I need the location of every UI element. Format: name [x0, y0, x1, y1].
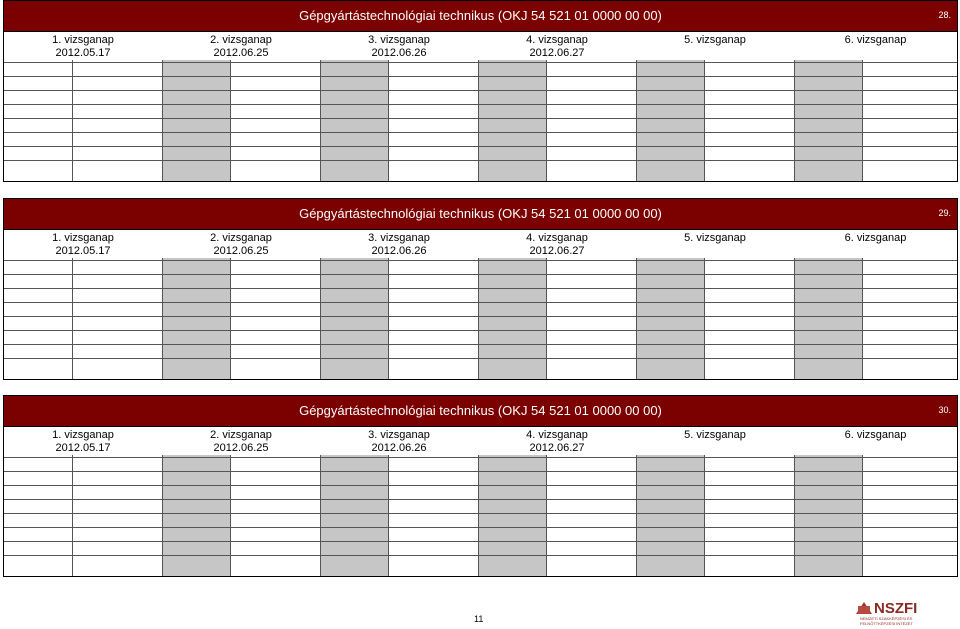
column-divider: [794, 455, 795, 576]
block-header: [3, 198, 958, 230]
gray-column: [320, 60, 388, 181]
exam-day-date: 2012.06.25: [213, 245, 269, 257]
exam-day-label: 2. vizsganap: [210, 232, 272, 244]
block-title: Gépgyártástechnológiai technikus (OKJ 54 521 01 0000 00 00): [299, 8, 662, 23]
column-divider: [388, 60, 389, 181]
column-divider: [388, 258, 389, 379]
exam-day-label: 1. vizsganap: [52, 429, 114, 441]
schedule-block: [3, 395, 958, 577]
exam-day-label: 1. vizsganap: [52, 34, 114, 46]
gray-column: [794, 455, 862, 576]
exam-day-date: 2012.06.26: [371, 442, 427, 454]
column-divider: [478, 258, 479, 379]
exam-day-label: 2. vizsganap: [210, 429, 272, 441]
row-divider: [4, 358, 957, 359]
svg-text:NSZFI: NSZFI: [874, 600, 918, 617]
column-divider: [862, 60, 863, 181]
row-divider: [4, 344, 957, 345]
column-divider: [320, 455, 321, 576]
exam-day-header: [478, 232, 636, 258]
column-divider: [704, 60, 705, 181]
row-divider: [4, 485, 957, 486]
gray-column: [478, 455, 546, 576]
column-divider: [72, 455, 73, 576]
schedule-block: [3, 0, 958, 182]
column-divider: [230, 60, 231, 181]
gray-column: [636, 455, 704, 576]
row-divider: [4, 62, 957, 63]
exam-day-date: 2012.06.25: [213, 442, 269, 454]
row-divider: [4, 260, 957, 261]
column-divider: [794, 258, 795, 379]
column-divider: [636, 60, 637, 181]
schedule-grid: [3, 427, 958, 577]
column-divider: [704, 455, 705, 576]
exam-day-date: 2012.06.27: [529, 245, 585, 257]
exam-day-header: [4, 34, 162, 60]
gray-column: [794, 60, 862, 181]
column-divider: [478, 60, 479, 181]
exam-day-header: [320, 429, 478, 455]
column-divider: [320, 258, 321, 379]
exam-day-header: [794, 232, 957, 245]
block-page-number: 28.: [938, 10, 951, 20]
row-divider: [4, 541, 957, 542]
column-divider: [546, 60, 547, 181]
row-divider: [4, 288, 957, 289]
row-divider: [4, 132, 957, 133]
row-divider: [4, 76, 957, 77]
row-divider: [4, 302, 957, 303]
row-divider: [4, 104, 957, 105]
block-title: Gépgyártástechnológiai technikus (OKJ 54 521 01 0000 00 00): [299, 403, 662, 418]
gray-column: [320, 455, 388, 576]
row-divider: [4, 457, 957, 458]
exam-day-header: [636, 34, 794, 47]
exam-day-date: 2012.05.17: [55, 245, 111, 257]
gray-column: [636, 60, 704, 181]
exam-day-label: 6. vizsganap: [844, 429, 907, 441]
column-divider: [478, 455, 479, 576]
column-divider: [704, 258, 705, 379]
exam-day-label: 4. vizsganap: [526, 232, 588, 244]
exam-day-header: [794, 34, 957, 47]
block-header: [3, 395, 958, 427]
row-divider: [4, 471, 957, 472]
column-divider: [230, 455, 231, 576]
exam-day-label: 6. vizsganap: [844, 232, 907, 244]
exam-day-header: [320, 34, 478, 60]
exam-day-date: 2012.05.17: [55, 442, 111, 454]
column-divider: [320, 60, 321, 181]
row-divider: [4, 555, 957, 556]
row-divider: [4, 146, 957, 147]
block-page-number: 29.: [938, 208, 951, 218]
row-divider: [4, 527, 957, 528]
row-divider: [4, 330, 957, 331]
column-divider: [862, 258, 863, 379]
exam-day-header: [636, 232, 794, 245]
gray-column: [478, 60, 546, 181]
exam-day-label: 5. vizsganap: [684, 34, 746, 46]
exam-day-header: [162, 232, 320, 258]
exam-day-label: 5. vizsganap: [684, 232, 746, 244]
exam-day-header: [4, 232, 162, 258]
gray-column: [320, 258, 388, 379]
column-divider: [162, 258, 163, 379]
row-divider: [4, 160, 957, 161]
column-divider: [546, 258, 547, 379]
exam-day-date: 2012.06.25: [213, 47, 269, 59]
column-divider: [230, 258, 231, 379]
exam-day-label: 3. vizsganap: [368, 232, 430, 244]
exam-day-date: 2012.06.27: [529, 47, 585, 59]
block-page-number: 30.: [938, 405, 951, 415]
exam-day-label: 6. vizsganap: [844, 34, 907, 46]
exam-day-date: 2012.06.27: [529, 442, 585, 454]
schedule-block: [3, 198, 958, 380]
column-divider: [162, 455, 163, 576]
schedule-grid: [3, 32, 958, 182]
row-divider: [4, 274, 957, 275]
exam-day-date: 2012.05.17: [55, 47, 111, 59]
column-divider: [636, 455, 637, 576]
exam-day-label: 2. vizsganap: [210, 34, 272, 46]
exam-day-date: 2012.06.26: [371, 47, 427, 59]
column-divider: [794, 60, 795, 181]
exam-day-header: [794, 429, 957, 442]
svg-text:FELNŐTTKÉPZÉSI INTÉZET: FELNŐTTKÉPZÉSI INTÉZET: [860, 621, 913, 626]
gray-column: [162, 455, 230, 576]
exam-day-label: 3. vizsganap: [368, 429, 430, 441]
schedule-grid: [3, 230, 958, 380]
gray-column: [162, 258, 230, 379]
exam-day-label: 3. vizsganap: [368, 34, 430, 46]
exam-day-header: [320, 232, 478, 258]
svg-text:NEMZETI SZAKKÉPZÉSI ÉS: NEMZETI SZAKKÉPZÉSI ÉS: [860, 616, 913, 621]
exam-day-label: 4. vizsganap: [526, 429, 588, 441]
column-divider: [162, 60, 163, 181]
row-divider: [4, 513, 957, 514]
gray-column: [162, 60, 230, 181]
block-title: Gépgyártástechnológiai technikus (OKJ 54 521 01 0000 00 00): [299, 206, 662, 221]
column-divider: [546, 455, 547, 576]
exam-day-header: [162, 429, 320, 455]
nszfi-logo: [856, 596, 940, 628]
row-divider: [4, 316, 957, 317]
exam-day-header: [4, 429, 162, 455]
exam-day-label: 1. vizsganap: [52, 232, 114, 244]
exam-day-header: [636, 429, 794, 442]
row-divider: [4, 90, 957, 91]
exam-day-label: 4. vizsganap: [526, 34, 588, 46]
gray-column: [794, 258, 862, 379]
exam-day-date: 2012.06.26: [371, 245, 427, 257]
column-divider: [862, 455, 863, 576]
page-number: 11: [474, 614, 484, 624]
column-divider: [388, 455, 389, 576]
column-divider: [72, 60, 73, 181]
exam-day-label: 5. vizsganap: [684, 429, 746, 441]
block-header: [3, 0, 958, 32]
row-divider: [4, 118, 957, 119]
column-divider: [636, 258, 637, 379]
exam-day-header: [478, 34, 636, 60]
exam-day-header: [478, 429, 636, 455]
column-divider: [72, 258, 73, 379]
gray-column: [478, 258, 546, 379]
row-divider: [4, 499, 957, 500]
exam-day-header: [162, 34, 320, 60]
gray-column: [636, 258, 704, 379]
